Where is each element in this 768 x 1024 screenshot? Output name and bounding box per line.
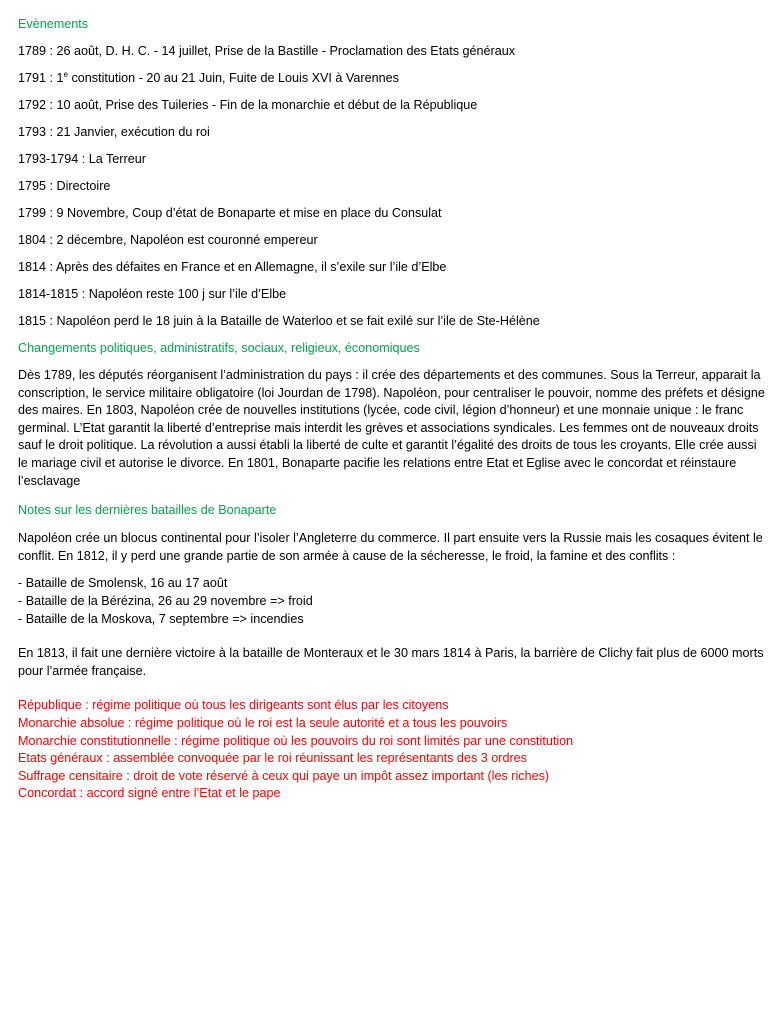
event-1804: 1804 : 2 décembre, Napoléon est couronné empereur (18, 233, 318, 247)
definition-monarchie-absolue: Monarchie absolue : régime politique où le roi est la seule autorité et a tous les pouvoirs (18, 715, 508, 730)
changes-heading: Changements politiques, administratifs, sociaux, religieux, économiques (18, 341, 420, 355)
event-1792: 1792 : 10 août, Prise des Tuileries - Fin de la monarchie et début de la République (18, 98, 478, 112)
battles-intro-paragraph: Napoléon crée un blocus continental pour l’isoler l’Angleterre du commerce. Il part ensuite vers la Russie mais les cosaques évitent le conflit. En 1812, il y perd une grande partie de son armée à cause de la sécheresse, le froid, la famine et des conflits : (18, 531, 763, 563)
definition-monarchie-constitutionnelle: Monarchie constitutionnelle : régime politique où les pouvoirs du roi sont limités par une constitution (18, 733, 574, 748)
definition-concordat: Concordat : accord signé entre l’Etat et le pape (18, 786, 281, 801)
events-list (18, 43, 766, 330)
definition-suffrage-censitaire: Suffrage censitaire : droit de vote réservé à ceux qui paye un impôt assez important (les riches) (18, 768, 550, 783)
event-1799: 1799 : 9 Novembre, Coup d’état de Bonaparte et mise en place du Consulat (18, 206, 442, 220)
battle-smolensk: - Bataille de Smolensk, 16 au 17 août (18, 576, 228, 591)
event-1815: 1815 : Napoléon perd le 18 juin à la Bataille de Waterloo et se fait exilé sur l’ile de Ste-Hélène (18, 314, 540, 328)
battle-moskova: - Bataille de la Moskova, 7 septembre => incendies (18, 611, 304, 626)
changes-paragraph: Dès 1789, les députés réorganisent l’administration du pays : il crée des départements et des communes. Sous la Terreur, apparait la conscription, le service militaire obligatoire (loi Jourdan de 1798). Napoléon, pour centraliser le pouvoir, nomme des préfets et désigne des maires. En 1803, Napoléon crée de nouvelles institutions (lycée, code civil, légion d’honneur) et une monnaie unique : le franc germinal. L’Etat garantit la liberté d’entreprise mais interdit les grèves et associations syndicales. Les femmes ont de nouveaux droits sauf le droit politique. La révolution a aussi établi la liberté de culte et garantit l’égalité des droits de tous les croyants. Elle crée aussi le mariage civil et autorise le divorce. En 1801, Bonaparte pacifie les relations entre Etat et Eglise avec le concordat et réinstaure l’esclavage (18, 368, 765, 488)
event-1791 (18, 70, 766, 87)
event-1791-sup: e (63, 69, 68, 79)
battles-outro-paragraph: En 1813, il fait une dernière victoire à la bataille de Monteraux et le 30 mars 1814 à Paris, la barrière de Clichy fait plus de 6000 morts pour l’armée française. (18, 646, 764, 678)
event-1789: 1789 : 26 août, D. H. C. - 14 juillet, Prise de la Bastille - Proclamation des Etats généraux (18, 44, 516, 58)
event-1814: 1814 : Après des défaites en France et en Allemagne, il s’exile sur l’ile d’Elbe (18, 260, 447, 274)
definition-republique: République : régime politique où tous les dirigeants sont élus par les citoyens (18, 698, 449, 713)
event-1795: 1795 : Directoire (18, 179, 111, 193)
event-1791-pre: 1791 : 1 (18, 71, 64, 85)
event-1814-1815: 1814-1815 : Napoléon reste 100 j sur l’ile d’Elbe (18, 287, 287, 301)
event-1793: 1793 : 21 Janvier, exécution du roi (18, 125, 210, 139)
event-1791-post: constitution - 20 au 21 Juin, Fuite de Louis XVI à Varennes (67, 71, 399, 85)
definition-etats-generaux: Etats généraux : assemblée convoquée par le roi réunissant les représentants des 3 ordres (18, 751, 527, 766)
events-heading: Evènements (18, 17, 89, 31)
event-1793-1794: 1793-1794 : La Terreur (18, 152, 146, 166)
battles-heading: Notes sur les dernières batailles de Bonaparte (18, 503, 277, 518)
definitions-list (18, 697, 766, 803)
battles-list (18, 575, 766, 628)
battle-berezina: - Bataille de la Bérézina, 26 au 29 novembre => froid (18, 593, 313, 608)
